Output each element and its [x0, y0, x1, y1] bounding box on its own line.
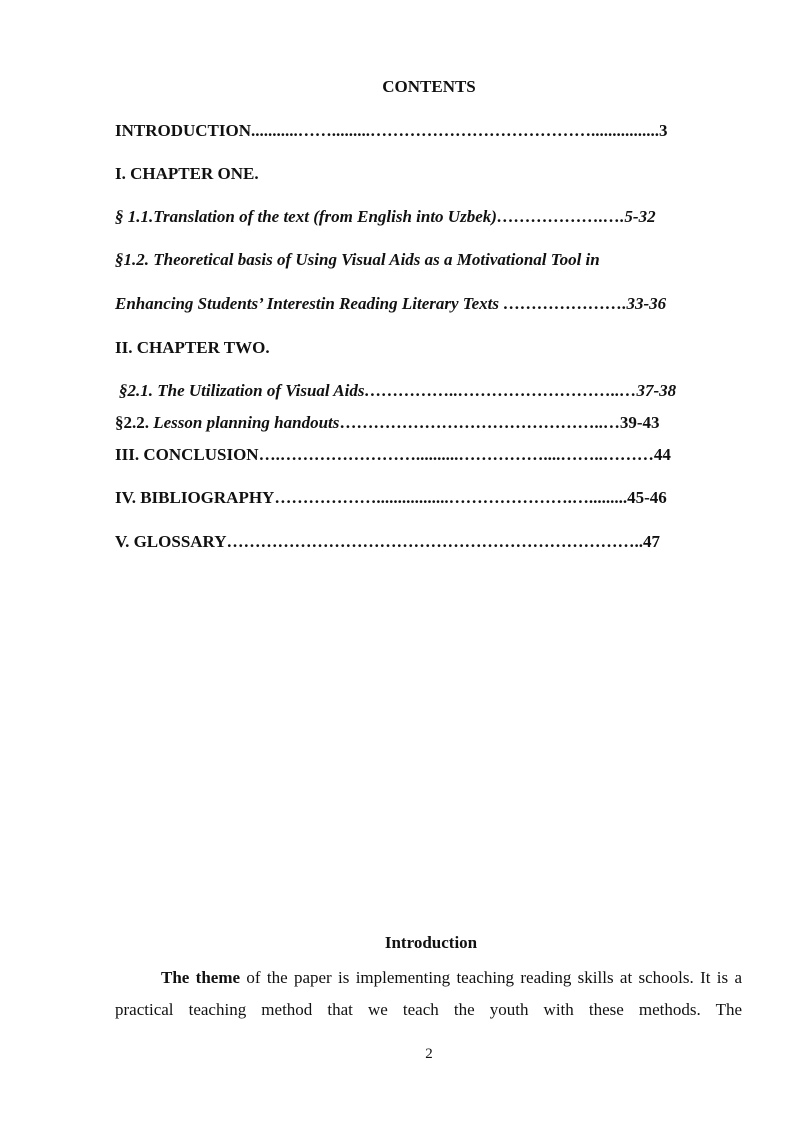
introduction-text: of the paper is implementing teaching reading skills at schools. It is a practical teaching method that we teach the youth with these methods. The: [115, 968, 742, 1019]
toc-entry-conclusion: III. CONCLUSION….……………………..........……………....……..………44: [115, 445, 671, 464]
page-number: 2: [425, 1046, 433, 1062]
introduction-paragraph: [115, 962, 742, 1026]
toc-entry-section-2-2-number: §2.2.: [115, 413, 154, 432]
toc-entry-section-2-2-title: Lesson planning handouts: [153, 413, 340, 432]
toc-entry-section-1-1: § 1.1.Translation of the text (from English into Uzbek)……………….….5-32: [115, 207, 656, 226]
introduction-lead: The theme: [161, 968, 241, 987]
toc-entry-bibliography: IV. BIBLIOGRAPHY……………….................………………….….........45-46: [115, 488, 667, 507]
toc-entry-section-2-1: §2.1. The Utilization of Visual Aids……………..………………………..…37-38: [119, 381, 677, 400]
introduction-heading: Introduction: [384, 933, 478, 952]
toc-entry-section-2-2: [115, 413, 660, 433]
toc-entry-section-2-2-leader: ………………………………………..…39-43: [339, 413, 660, 432]
toc-entry-glossary: V. GLOSSARY………………………………………………………………..47: [115, 532, 661, 551]
toc-entry-section-1-2-line1: §1.2. Theoretical basis of Using Visual Aids as a Motivational Tool in: [115, 250, 600, 269]
toc-title: CONTENTS: [382, 77, 476, 96]
toc-entry-chapter-two: II. CHAPTER TWO.: [115, 338, 270, 357]
toc-entry-introduction: INTRODUCTION...........…….........…………………………………................3: [115, 121, 668, 140]
toc-entry-section-1-2-line2: Enhancing Students’ Interestin Reading Literary Texts ………………….33-36: [115, 294, 667, 313]
toc-entry-chapter-one: I. CHAPTER ONE.: [115, 164, 259, 183]
